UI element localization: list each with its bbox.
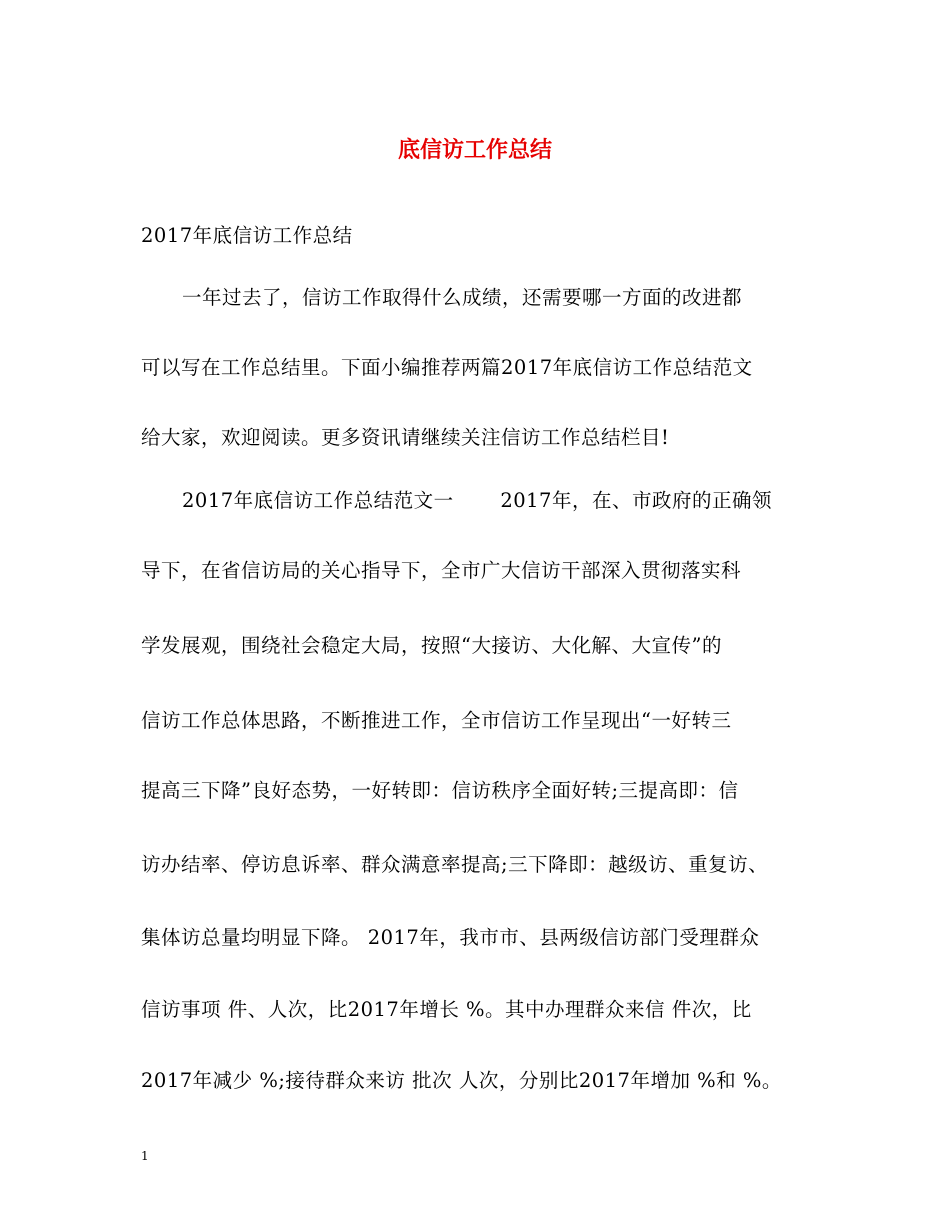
paragraph-line-6: 学发展观，围绕社会稳定大局，按照“大接访、大化解、大宣传”的: [141, 634, 722, 657]
paragraph-line-10: 集体访总量均明显下降。 2017年，我市市、县两级信访部门受理群众: [141, 926, 760, 949]
paragraph-line-4: 2017年底信访工作总结范文一 2017年，在、市政府的正确领: [182, 489, 772, 512]
paragraph-line-1: 一年过去了，信访工作取得什么成绩，还需要哪一方面的改进都: [182, 286, 743, 309]
paragraph-line-3: 给大家，欢迎阅读。更多资讯请继续关注信访工作总结栏目!: [141, 426, 670, 449]
document-title: 底信访工作总结: [397, 137, 552, 163]
paragraph-line-7: 信访工作总体思路，不断推进工作，全市信访工作呈现出“一好转三: [141, 709, 732, 732]
paragraph-line-8: 提高三下降”良好态势，一好转即：信访秩序全面好转;三提高即：信: [141, 779, 739, 802]
paragraph-line-9: 访办结率、停访息诉率、群众满意率提高;三下降即：越级访、重复访、: [141, 853, 769, 876]
document-subtitle: 2017年底信访工作总结: [141, 224, 353, 247]
page-number: 1: [141, 1149, 149, 1163]
paragraph-line-2: 可以写在工作总结里。下面小编推荐两篇2017年底信访工作总结范文: [141, 356, 753, 379]
paragraph-line-5: 导下，在省信访局的关心指导下，全市广大信访干部深入贯彻落实科: [141, 559, 742, 582]
paragraph-line-11: 信访事项 件、人次，比2017年增长 %。其中办理群众来信 件次，比: [141, 998, 752, 1021]
paragraph-line-12: 2017年减少 %;接待群众来访 批次 人次，分别比2017年增加 %和 %。: [141, 1069, 782, 1092]
